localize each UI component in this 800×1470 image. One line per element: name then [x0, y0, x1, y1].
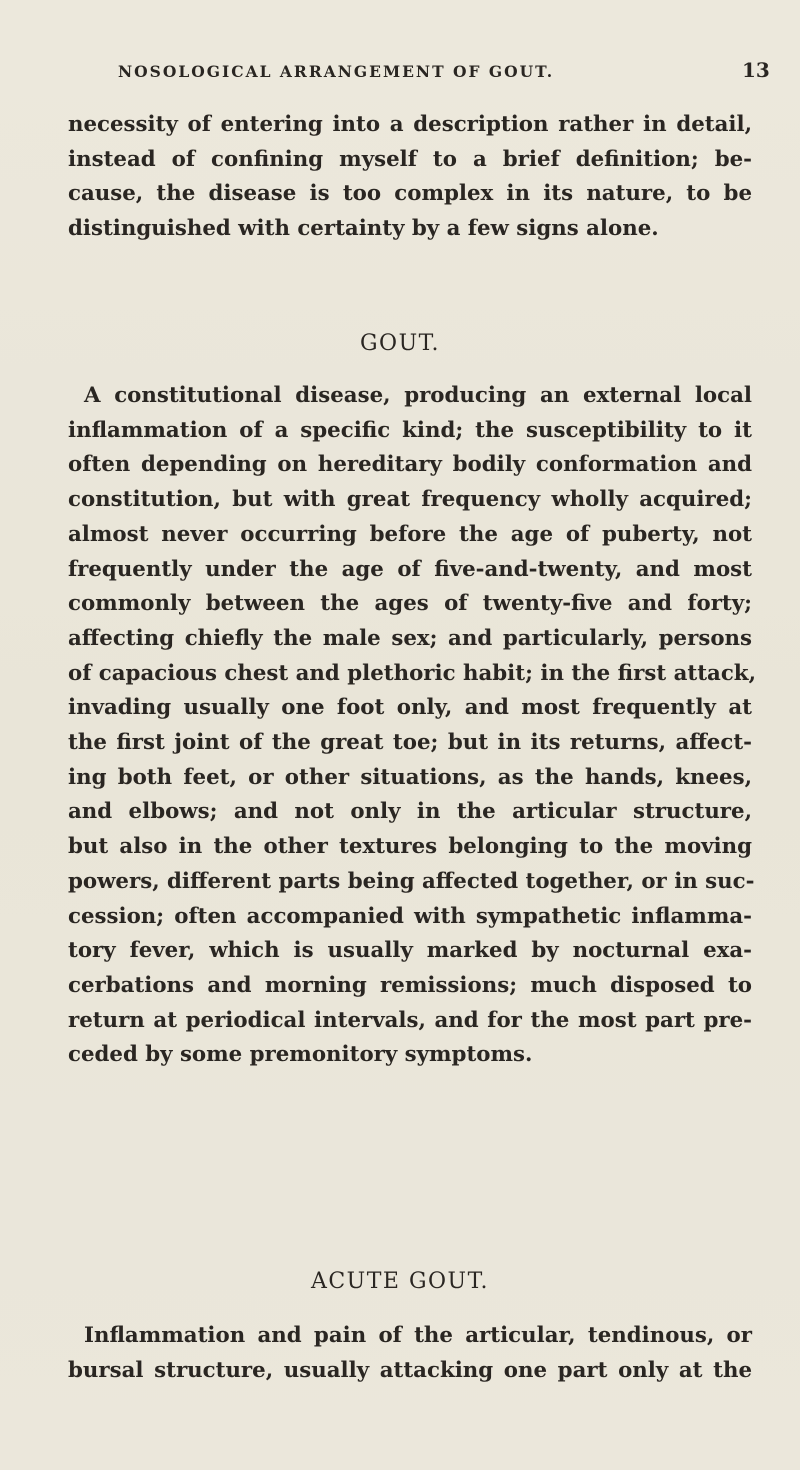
running-head: NOSOLOGICAL ARRANGEMENT OF GOUT.	[118, 62, 555, 81]
text-line: frequently under the age of five-and-twenty, and most	[68, 556, 752, 582]
intro-paragraph	[68, 108, 752, 247]
page-number: 13	[742, 58, 770, 82]
gout-definition-paragraph	[68, 379, 756, 1073]
section-heading-acute-gout: ACUTE GOUT.	[310, 1269, 490, 1294]
section-heading-gout: GOUT.	[359, 331, 441, 356]
text-line: inflammation of a specific kind; the susceptibility to it	[68, 417, 752, 443]
text-line: cerbations and morning remissions; much disposed to	[68, 972, 752, 998]
text-line: necessity of entering into a description rather in detail,	[68, 112, 752, 137]
text-line: Inflammation and pain of the articular, tendinous, or	[84, 1323, 752, 1348]
text-line: constitution, but with great frequency wholly acquired;	[68, 487, 752, 513]
text-line: but also in the other textures belonging to the moving	[68, 834, 752, 860]
acute-gout-definition-paragraph	[68, 1319, 752, 1388]
text-line: cession; often accompanied with sympathetic inflamma-	[68, 903, 752, 929]
text-line: tory fever, which is usually marked by nocturnal exa-	[68, 938, 752, 964]
text-line: cause, the disease is too complex in its nature, to be	[68, 181, 752, 207]
text-line: powers, different parts being affected together, or in suc-	[68, 868, 755, 894]
text-line: A constitutional disease, producing an external local	[84, 383, 752, 408]
text-line: of capacious chest and plethoric habit; in the first attack,	[68, 660, 756, 686]
text-line: often depending on hereditary bodily conformation and	[68, 452, 752, 478]
text-line: affecting chiefly the male sex; and particularly, persons	[68, 625, 752, 651]
text-line: instead of confining myself to a brief definition; be-	[68, 146, 752, 172]
text-line: commonly between the ages of twenty-five and forty;	[68, 591, 752, 617]
text-line: invading usually one foot only, and most frequently at	[68, 695, 752, 721]
text-line: ceded by some premonitory symptoms.	[68, 1042, 533, 1068]
text-line: and elbows; and not only in the articular structure,	[68, 799, 752, 825]
text-line: ing both feet, or other situations, as the hands, knees,	[68, 764, 752, 790]
text-line: return at periodical intervals, and for the most part pre-	[68, 1007, 752, 1033]
text-line: the first joint of the great toe; but in its returns, affect-	[68, 730, 752, 756]
text-line: bursal structure, usually attacking one part only at the	[68, 1357, 752, 1383]
text-line: distinguished with certainty by a few signs alone.	[68, 216, 659, 242]
text-line: almost never occurring before the age of puberty, not	[68, 521, 752, 547]
